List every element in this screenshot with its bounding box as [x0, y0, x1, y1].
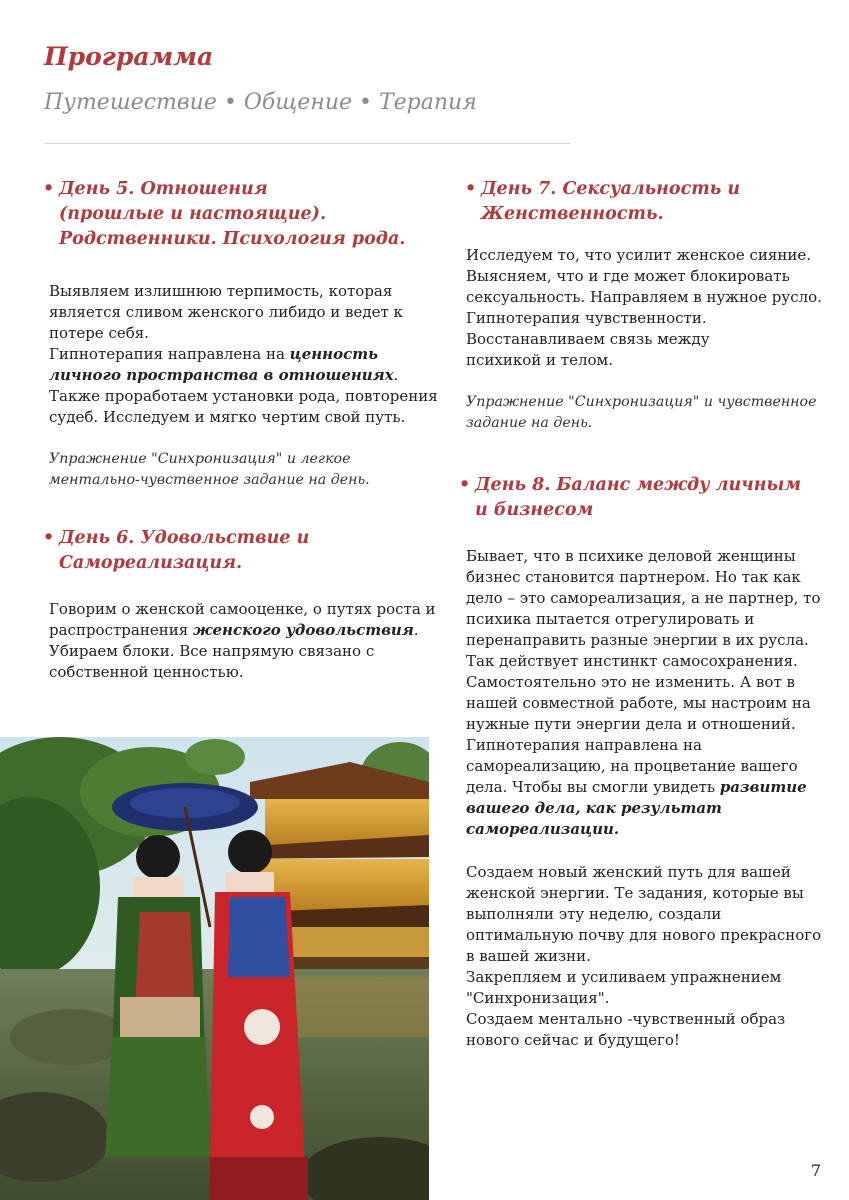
- emphasis-text: развитие: [719, 778, 807, 796]
- bullet-icon: •: [465, 179, 477, 199]
- exercise-line: Упражнение "Синхронизация" и чувственное: [466, 394, 817, 410]
- body-line: Выясняем, что и где может блокировать: [466, 267, 790, 285]
- day5-title-line: Родственники. Психология рода.: [59, 229, 406, 249]
- divider: [44, 143, 570, 144]
- body-line: Гипнотерапия чувственности.: [466, 309, 707, 327]
- day7-body: [466, 245, 822, 371]
- body-line: сексуальность. Направляем в нужное русло.: [466, 288, 822, 306]
- body-line: потере себя.: [49, 324, 149, 342]
- day8-title-line: День 8. Баланс между личным: [475, 475, 801, 495]
- day5-title-line: (прошлые и настоящие).: [59, 204, 327, 224]
- emphasis-text: ценность: [289, 345, 379, 363]
- exercise-line: ментально-чувственное задание на день.: [49, 472, 370, 488]
- body-line: Самостоятельно это не изменить. А вот в: [466, 673, 795, 691]
- emphasis-line: вашего дела, как результат: [466, 799, 722, 817]
- body-line: собственной ценностью.: [49, 663, 244, 681]
- body-line: Так действует инстинкт самосохранения.: [466, 652, 798, 670]
- body-line: Исследуем то, что усилит женское сияние.: [466, 246, 811, 264]
- body-line: судеб. Исследуем и мягко чертим свой путь.: [49, 408, 406, 426]
- bullet-icon: •: [43, 528, 55, 548]
- body-line: Создаем ментально -чувственный образ: [466, 1010, 786, 1028]
- kyoto-geisha-photo: [0, 737, 429, 1200]
- bullet-icon: •: [43, 179, 55, 199]
- body-line: в вашей жизни.: [466, 947, 591, 965]
- body-line: нашей совместной работе, мы настроим на: [466, 694, 811, 712]
- day8-heading: [459, 473, 801, 523]
- body-text: .: [393, 366, 399, 384]
- body-line: дело – это самореализация, а не партнер, то: [466, 589, 821, 607]
- day7-heading: [465, 177, 741, 227]
- body-line: [49, 365, 438, 386]
- day5-title-line: День 5. Отношения: [59, 179, 268, 199]
- body-line: нового сейчас и будущего!: [466, 1031, 680, 1049]
- page-subtitle: Путешествие • Общение • Терапия: [44, 90, 477, 115]
- body-line: Гипнотерапия направлена на: [466, 736, 702, 754]
- body-line: Восстанавливаем связь между: [466, 330, 710, 348]
- day7-title-line: Женственность.: [481, 204, 664, 224]
- body-line: выполняли эту неделю, создали: [466, 905, 722, 923]
- day8-body: [466, 546, 821, 840]
- body-text: дела. Чтобы вы смогли увидеть: [466, 778, 720, 796]
- day6-body: [49, 599, 436, 683]
- day8-body-2: [466, 862, 821, 1051]
- body-line: оптимальную почву для нового прекрасного: [466, 926, 822, 944]
- bullet-icon: •: [459, 475, 471, 495]
- body-line: [49, 620, 436, 641]
- emphasis-text: личного пространства в отношениях: [49, 366, 394, 384]
- exercise-line: Упражнение "Синхронизация" и легкое: [49, 451, 351, 467]
- body-line: [49, 344, 438, 365]
- body-line: психикой и телом.: [466, 351, 613, 369]
- body-line: перенаправить разные энергии в их русла.: [466, 631, 809, 649]
- page-number: 7: [810, 1161, 821, 1180]
- body-text: .: [413, 621, 419, 639]
- body-line: Убираем блоки. Все напрямую связано с: [49, 642, 375, 660]
- body-line: Бывает, что в психике деловой женщины: [466, 547, 796, 565]
- day5-body: [49, 281, 438, 428]
- day7-title-line: День 7. Сексуальность и: [481, 179, 741, 199]
- body-line: Говорим о женской самооценке, о путях роста и: [49, 600, 436, 618]
- body-line: нужные пути энергии дела и отношений.: [466, 715, 796, 733]
- day6-title-line: Самореализация.: [59, 553, 243, 573]
- day6-title-line: День 6. Удовольствие и: [59, 528, 310, 548]
- body-line: Создаем новый женский путь для вашей: [466, 863, 791, 881]
- body-line: женской энергии. Те задания, которые вы: [466, 884, 804, 902]
- body-text: распространения: [49, 621, 193, 639]
- emphasis-line: самореализации.: [466, 820, 620, 838]
- day5-heading: [43, 177, 406, 252]
- body-line: [466, 777, 821, 798]
- body-line: самореализацию, на процветание вашего: [466, 757, 798, 775]
- body-line: "Синхронизация".: [466, 989, 610, 1007]
- day5-exercise: [49, 449, 370, 491]
- body-line: бизнес становится партнером. Но так как: [466, 568, 801, 586]
- day6-heading: [43, 526, 310, 576]
- exercise-line: задание на день.: [466, 415, 593, 431]
- body-line: психика пытается отрегулировать и: [466, 610, 755, 628]
- body-line: Закрепляем и усиливаем упражнением: [466, 968, 782, 986]
- emphasis-text: женского удовольствия: [192, 621, 414, 639]
- body-line: Также проработаем установки рода, повторения: [49, 387, 438, 405]
- body-line: Выявляем излишнюю терпимость, которая: [49, 282, 393, 300]
- page-title: Программа: [44, 42, 214, 71]
- day8-title-line: и бизнесом: [475, 500, 594, 520]
- day7-exercise: [466, 392, 816, 434]
- body-text: Гипнотерапия направлена на: [49, 345, 290, 363]
- body-line: является сливом женского либидо и ведет к: [49, 303, 403, 321]
